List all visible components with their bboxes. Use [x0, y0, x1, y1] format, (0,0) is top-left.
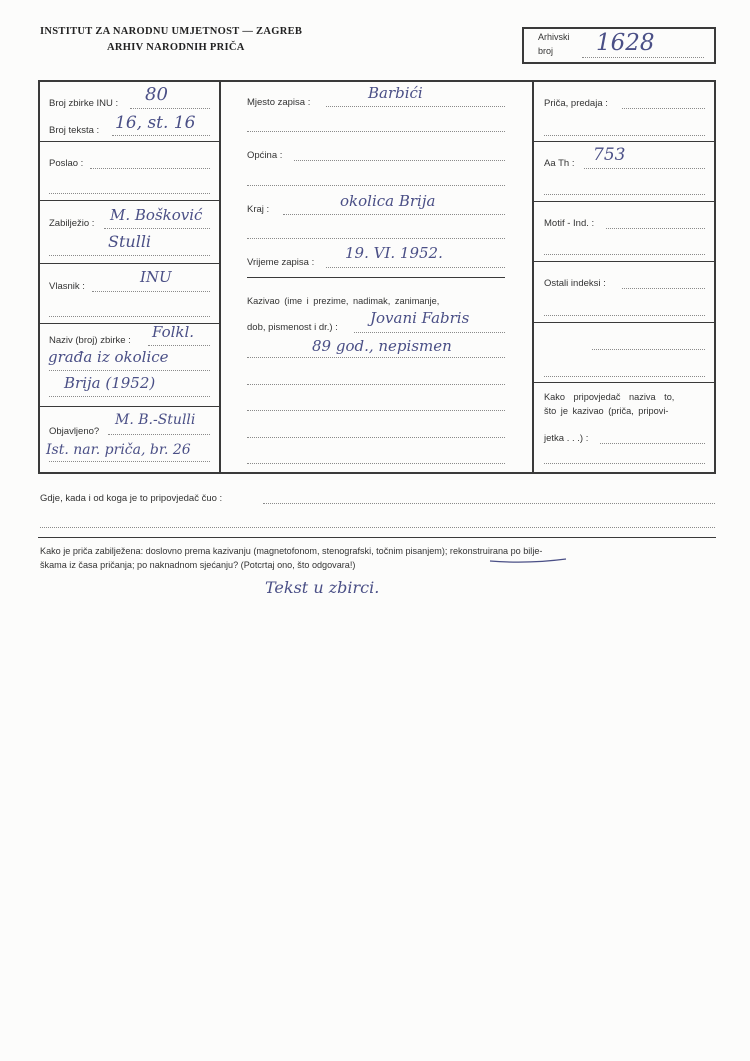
objavljeno-label: Objavljeno?: [49, 426, 100, 437]
objavljeno-value-2: Ist. nar. priča, br. 26: [46, 442, 191, 458]
naziv-zbirke-label: Naziv (broj) zbirke :: [49, 335, 131, 346]
archive-label-broj: broj: [538, 46, 554, 56]
gdje-kada-label: Gdje, kada i od koga je to pripovjedač čuo :: [40, 493, 223, 504]
institute-name: INSTITUT ZA NARODNU UMJETNOST — ZAGREB: [40, 26, 303, 37]
kraj-label: Kraj :: [247, 204, 270, 215]
vrijeme-zapisa-label: Vrijeme zapisa :: [247, 257, 315, 268]
zabiljezio-label: Zabilježio :: [49, 218, 95, 229]
broj-zbirke-value: 80: [145, 84, 168, 105]
underline-mark: [488, 555, 568, 565]
kraj-value: okolica Brija: [340, 192, 436, 210]
zabiljezio-value-2: Stulli: [108, 232, 152, 251]
zabiljezio-value: M. Bošković: [110, 206, 203, 224]
kako-zabiljezena-note: Kako je priča zabilježena: doslovno prema kazivanju (magnetofonom, stenografski, točnim pisanjem); rekonstruirana po bilje-: [40, 546, 543, 556]
kazivao-label-2: dob, pismenost i dr.) :: [247, 322, 338, 333]
kako-naziva-label: Kako pripovjedač naziva to,: [544, 392, 675, 402]
mjesto-zapisa-label: Mjesto zapisa :: [247, 97, 311, 108]
broj-teksta-value: 16, st. 16: [115, 113, 196, 133]
archive-number-box: [522, 27, 716, 64]
aa-th-label: Aa Th :: [544, 158, 575, 169]
kazivao-value-2: 89 god., nepismen: [312, 337, 452, 355]
ostali-indeksi-label: Ostali indeksi :: [544, 278, 606, 289]
kako-naziva-label-3: jetka . . .) :: [544, 433, 589, 444]
broj-teksta-label: Broj teksta :: [49, 125, 100, 136]
vlasnik-label: Vlasnik :: [49, 281, 85, 292]
opcina-label: Općina :: [247, 150, 283, 161]
poslao-label: Poslao :: [49, 158, 84, 169]
archive-number-value: 1628: [596, 30, 655, 56]
kako-naziva-label-2: što je kazivao (priča, pripovi-: [544, 406, 669, 416]
vrijeme-zapisa-value: 19. VI. 1952.: [345, 244, 443, 262]
motif-ind-label: Motif - Ind. :: [544, 218, 595, 229]
archive-name: ARHIV NARODNIH PRIČA: [107, 42, 245, 53]
naziv-zbirke-value-3: Brija (1952): [64, 374, 156, 392]
kazivao-value: Jovani Fabris: [370, 309, 470, 327]
kako-zabiljezena-note-2: škama iz časa pričanja; po naknadnom sjećanju? (Potcrtaj ono, što odgovara!): [40, 560, 356, 570]
naziv-zbirke-value-2: građa iz okolice: [48, 348, 169, 366]
archive-label: Arhivski: [538, 32, 570, 42]
naziv-zbirke-value: Folkl.: [152, 323, 195, 341]
aa-th-value: 753: [593, 145, 626, 165]
objavljeno-value: M. B.-Stulli: [115, 412, 196, 428]
vlasnik-value: INU: [140, 268, 172, 286]
handwritten-note: Tekst u zbirci.: [265, 578, 380, 597]
prica-predaja-label: Priča, predaja :: [544, 98, 608, 109]
kazivao-label: Kazivao (ime i prezime, nadimak, zanimanje,: [247, 296, 440, 306]
mjesto-zapisa-value: Barbići: [368, 84, 423, 102]
broj-zbirke-label: Broj zbirke INU :: [49, 98, 119, 109]
